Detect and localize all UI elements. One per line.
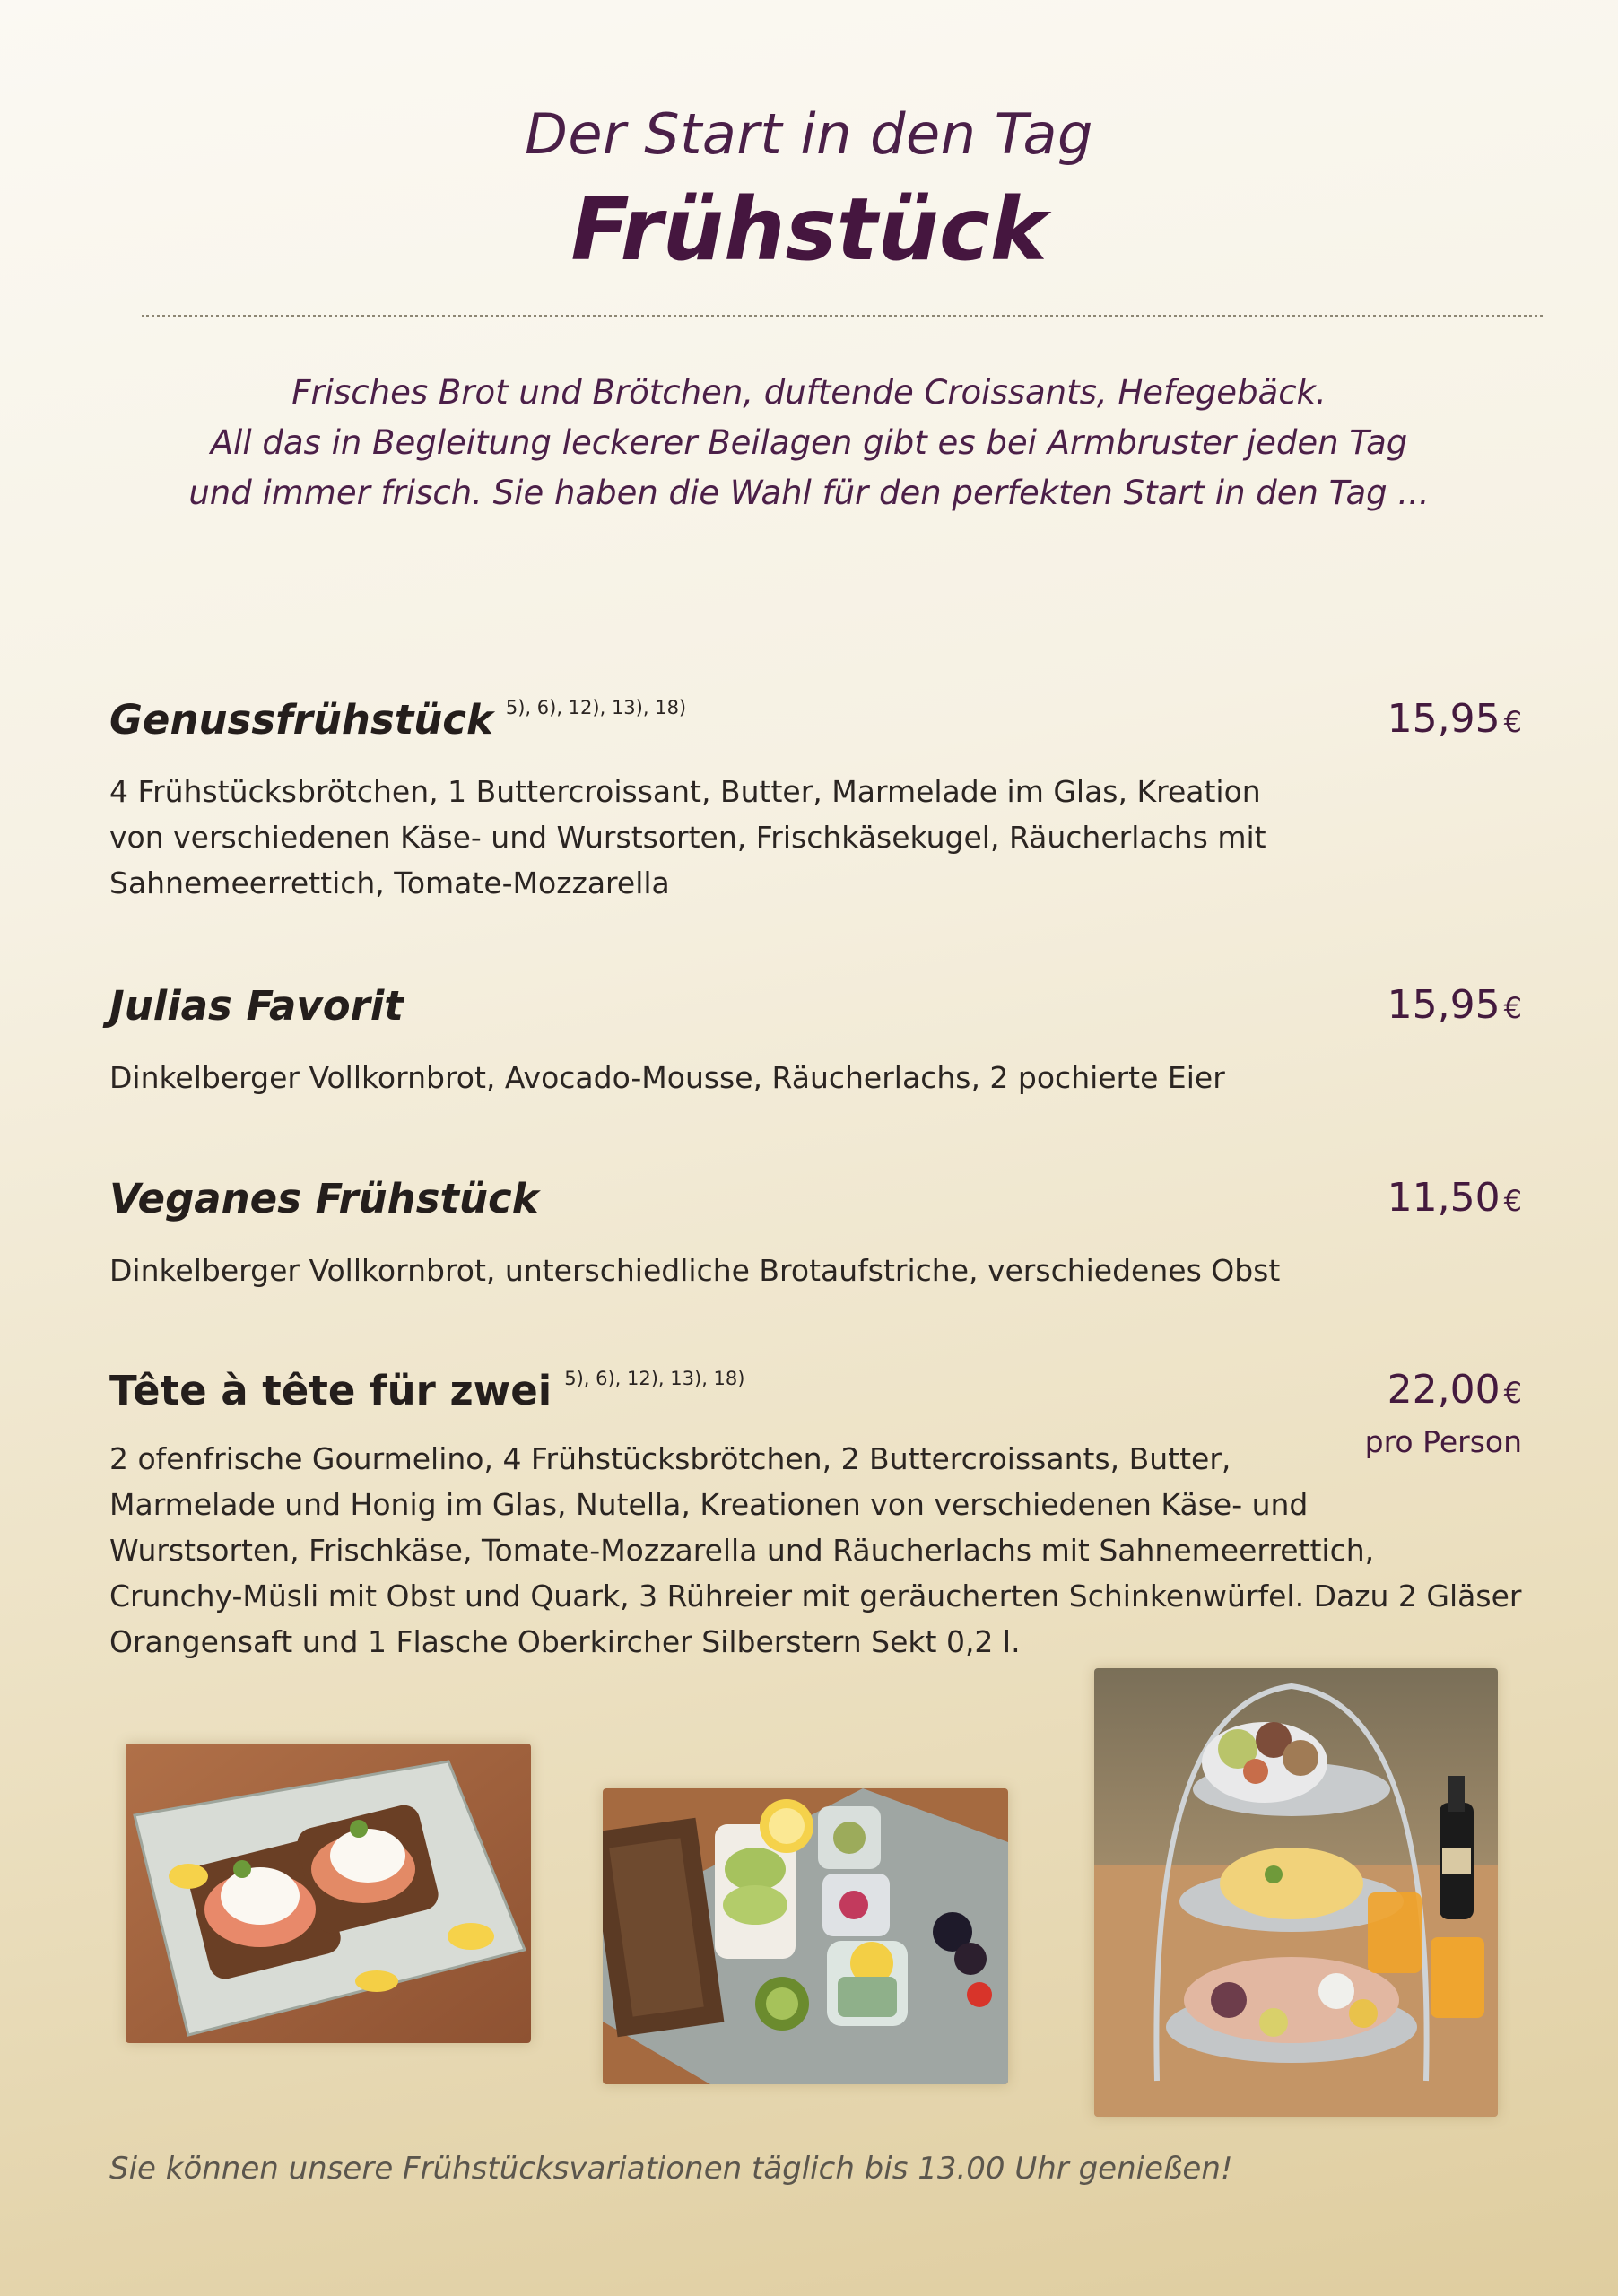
intro-line: und immer frisch. Sie haben die Wahl für den perfekten Start in den Tag ...	[188, 474, 1430, 512]
price-note: pro Person	[1364, 1424, 1522, 1459]
photo-vegan-plate	[603, 1788, 1008, 2084]
photo-salmon-toast	[126, 1744, 531, 2043]
menu-item-name: Julias Favorit	[109, 982, 404, 1030]
menu-item-price: 15,95 €	[1387, 696, 1522, 742]
menu-item-name: Veganes Frühstück	[109, 1175, 539, 1222]
page-title: Frühstück	[570, 179, 1048, 280]
page-header	[0, 99, 1618, 283]
menu-item-description: Dinkelberger Vollkornbrot, unterschiedliche Brotaufstriche, verschiedenes Obst	[109, 1253, 1281, 1288]
allergen-codes: 5), 6), 12), 13), 18)	[505, 697, 687, 718]
menu-item-description: Dinkelberger Vollkornbrot, Avocado-Mousse, Räucherlachs, 2 pochierte Eier	[109, 1060, 1225, 1095]
menu-item-price: 11,50 €	[1387, 1175, 1522, 1221]
menu-item-description: 2 ofenfrische Gourmelino, 4 Frühstücksbrötchen, 2 Buttercroissants, Butter, Marmelade und Honig im Glas, Nutella, Kreationen von verschiedenen Käse- und Wurstsorten, Frischkäse, Tomate-Mozzarella und Räucherlachs mit Sahnemeerrettich, Crunchy-Müsli mit Obst und Quark, 3 Rühreier mit geräucherten Schinkenwürfel. Dazu 2 Gläser Orangensaft und 1 Flasche Oberkircher Silberstern Sekt 0,2 l.	[109, 1441, 1522, 1659]
menu-item-tete-a-tete	[109, 1367, 1522, 1665]
page-subtitle: Der Start in den Tag	[525, 101, 1093, 167]
intro-line: All das in Begleitung leckerer Beilagen gibt es bei Armbruster jeden Tag	[210, 423, 1408, 462]
intro-text	[0, 368, 1618, 518]
dotted-divider	[142, 315, 1543, 317]
menu-item-name: Genussfrühstück $^{5), 6), 12), 13), 18)}$	[109, 696, 687, 744]
menu-item-genussfruehstueck	[109, 696, 1522, 906]
menu-item-description: 4 Frühstücksbrötchen, 1 Buttercroissant, Butter, Marmelade im Glas, Kreation von verschiedenen Käse- und Wurstsorten, Frischkäsekugel, Räucherlachs mit Sahnemeerrettich, Tomate-Mozzarella	[109, 774, 1266, 900]
menu-item-price: 15,95 €	[1387, 982, 1522, 1028]
photo-etagere	[1094, 1668, 1498, 2117]
menu-item-veganes-fruehstueck	[109, 1175, 1522, 1293]
menu-item-julias-favorit	[109, 982, 1522, 1100]
allergen-codes: 5), 6), 12), 13), 18)	[564, 1368, 745, 1389]
menu-item-price: 22,00 €	[1387, 1367, 1522, 1413]
footer-note: Sie können unsere Frühstücksvariationen täglich bis 13.00 Uhr genießen!	[109, 2151, 1233, 2187]
menu-item-name: Tête à tête für zwei $^{5), 6), 12), 13), 18)}$	[109, 1367, 745, 1414]
intro-line: Frisches Brot und Brötchen, duftende Croissants, Hefegebäck.	[291, 373, 1327, 412]
